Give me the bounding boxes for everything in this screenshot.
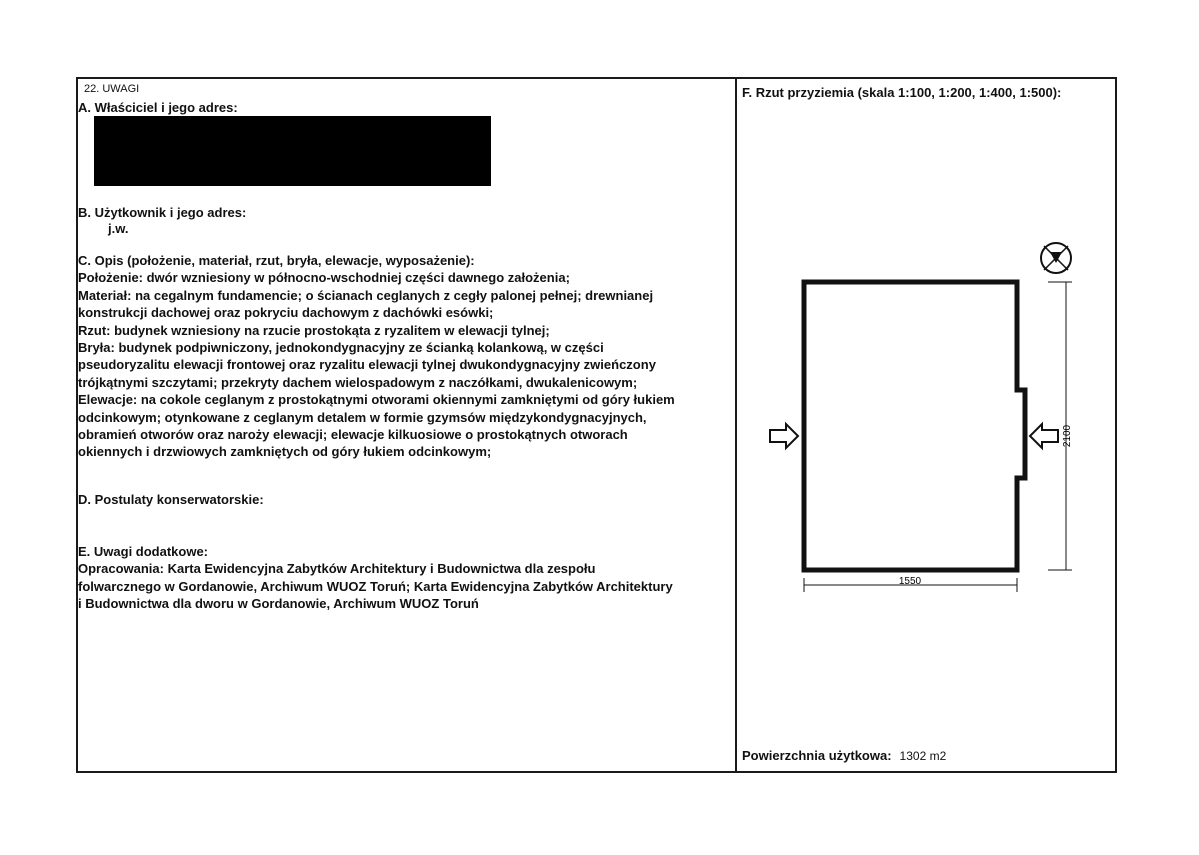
redacted-owner-address xyxy=(94,116,491,186)
north-compass-icon xyxy=(1041,243,1071,273)
description-line: trójkątnymi szczytami; przekryty dachem wielospadowym z naczółkami, dwukalenicowym; xyxy=(78,374,638,390)
remarks-heading: E. Uwagi dodatkowe: xyxy=(78,544,209,559)
description-line: odcinkowym; otynkowane z ceglanym detalem w formie gzymsów międzykondygnacyjnych, xyxy=(78,409,647,425)
usable-area-label: Powierzchnia użytkowa: xyxy=(742,748,892,763)
description-heading: C. Opis (położenie, materiał, rzut, bryła, elewacje, wyposażenie): xyxy=(78,253,475,268)
usable-area xyxy=(742,748,946,763)
description-line: Elewacje: na cokole ceglanym z prostokątnymi otworami okiennymi zamkniętymi od góry łukiem xyxy=(78,392,675,408)
rear-entrance-arrow-icon xyxy=(1030,424,1058,448)
height-dimension-label: 2100 xyxy=(1062,424,1073,448)
description-line: konstrukcji dachowej oraz pokryciu dachowym z dachówki esówki; xyxy=(78,305,494,321)
description-line: Bryła: budynek podpiwniczony, jednokondygnacyjny ze ścianką kolankową, w części xyxy=(78,340,604,355)
width-dimension-label: 1550 xyxy=(898,576,922,587)
usable-area-value: 1302 m2 xyxy=(899,749,947,763)
description-line: Położenie: dwór wzniesiony w północno-wschodniej części dawnego założenia; xyxy=(78,270,570,286)
description-line: obramień otworów oraz naroży elewacji; elewacje kilkuosiowe o prostokątnych otworach xyxy=(78,427,628,442)
section-header: 22. UWAGI xyxy=(84,83,140,95)
remarks-line: folwarcznego w Gordanowie, Archiwum WUOZ Toruń; Karta Ewidencyjna Zabytków Architektury xyxy=(78,578,673,594)
building-outline xyxy=(804,282,1025,570)
description-line: Materiał: na cegalnym fundamencie; o ścianach ceglanych z cegły palonej pełnej; drewnianej xyxy=(78,287,654,303)
floor-plan-drawing xyxy=(740,230,1110,610)
conservation-heading: D. Postulaty konserwatorskie: xyxy=(78,492,264,507)
description-line: okiennych i drzwiowych zamkniętych od góry łukiem odcinkowym; xyxy=(78,444,492,460)
entrance-arrow-icon xyxy=(770,424,798,448)
column-divider xyxy=(735,77,737,773)
owner-heading: A. Właściciel i jego adres: xyxy=(78,100,238,115)
description-line: pseudoryzalitu elewacji frontowej oraz ryzalitu elewacji tylnej dwukondygnacyjny zwieńczony xyxy=(78,357,656,373)
remarks-line: Opracowania: Karta Ewidencyjna Zabytków Architektury i Budownictwa dla zespołu xyxy=(78,561,596,577)
description-line: Rzut: budynek wzniesiony na rzucie prostokąta z ryzalitem w elewacji tylnej; xyxy=(78,322,550,338)
remarks-line: i Budownictwa dla dworu w Gordanowie, Archiwum WUOZ Toruń xyxy=(78,596,479,612)
floor-plan-heading: F. Rzut przyziemia (skala 1:100, 1:200, 1:400, 1:500): xyxy=(742,85,1062,100)
user-heading: B. Użytkownik i jego adres: xyxy=(78,205,247,220)
user-value: j.w. xyxy=(108,221,129,236)
